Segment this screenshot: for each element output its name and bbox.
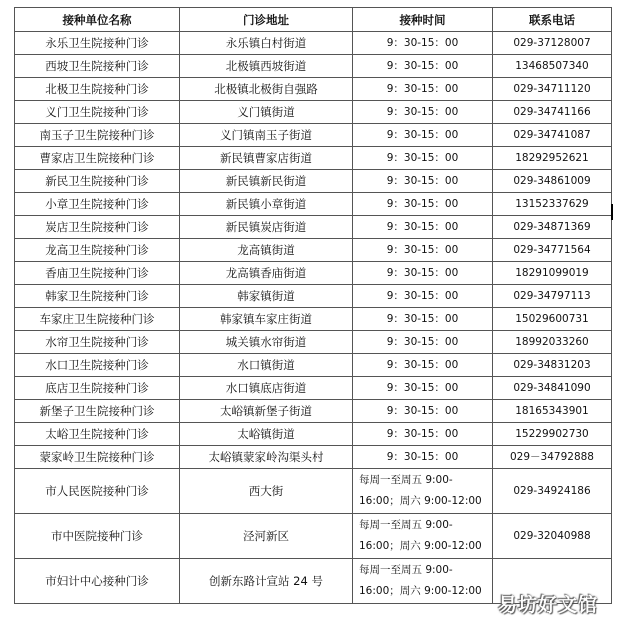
table-row	[15, 469, 612, 514]
address-cell: 龙高镇街道	[180, 239, 353, 262]
address-cell: 城关镇水帘街道	[180, 331, 353, 354]
clinic-name-cell: 市中医院接种门诊	[15, 514, 180, 559]
address-cell: 义门镇街道	[180, 101, 353, 124]
address-cell: 北极镇北极街自强路	[180, 78, 353, 101]
time-cell: 9：30-15：00	[353, 239, 493, 262]
time-cell: 9：30-15：00	[353, 400, 493, 423]
address-cell: 水口镇底店街道	[180, 377, 353, 400]
time-cell: 9：30-15：00	[353, 147, 493, 170]
address-cell: 创新东路计宣站 24 号	[180, 559, 353, 604]
phone-cell: 029-34771564	[493, 239, 612, 262]
address-cell: 太峪镇街道	[180, 423, 353, 446]
time-cell: 9：30-15：00	[353, 32, 493, 55]
table-row	[15, 400, 612, 423]
time-cell: 9：30-15：00	[353, 262, 493, 285]
phone-cell: 18292952621	[493, 147, 612, 170]
phone-cell: 029-34711120	[493, 78, 612, 101]
clinic-name-cell: 水口卫生院接种门诊	[15, 354, 180, 377]
phone-cell: 029-32040988	[493, 514, 612, 559]
time-cell: 9：30-15：00	[353, 78, 493, 101]
table-row	[15, 308, 612, 331]
clinic-name-cell: 义门卫生院接种门诊	[15, 101, 180, 124]
address-cell: 义门镇南玉子街道	[180, 124, 353, 147]
table-row	[15, 331, 612, 354]
time-cell: 9：30-15：00	[353, 55, 493, 78]
address-cell: 北极镇西坡街道	[180, 55, 353, 78]
phone-cell: 029-34841090	[493, 377, 612, 400]
clinic-name-cell: 西坡卫生院接种门诊	[15, 55, 180, 78]
phone-cell: 029-34861009	[493, 170, 612, 193]
clinic-name-cell: 底店卫生院接种门诊	[15, 377, 180, 400]
table-row	[15, 170, 612, 193]
time-cell: 9：30-15：00	[353, 285, 493, 308]
address-cell: 泾河新区	[180, 514, 353, 559]
clinic-name-cell: 小章卫生院接种门诊	[15, 193, 180, 216]
clinic-name-cell: 曹家店卫生院接种门诊	[15, 147, 180, 170]
time-cell: 9：30-15：00	[353, 377, 493, 400]
address-cell: 新民镇曹家店街道	[180, 147, 353, 170]
clinic-name-cell: 南玉子卫生院接种门诊	[15, 124, 180, 147]
clinic-name-cell: 市人民医院接种门诊	[15, 469, 180, 514]
table-row	[15, 239, 612, 262]
table-row	[15, 55, 612, 78]
header-address: 门诊地址	[180, 8, 353, 32]
clinic-name-cell: 车家庄卫生院接种门诊	[15, 308, 180, 331]
clinic-name-cell: 香庙卫生院接种门诊	[15, 262, 180, 285]
time-cell: 每周一至周五 9:00-16:00；周六 9:00-12:00	[353, 469, 493, 514]
address-cell: 新民镇炭店街道	[180, 216, 353, 239]
time-cell: 9：30-15：00	[353, 331, 493, 354]
address-cell: 韩家镇街道	[180, 285, 353, 308]
address-cell: 新民镇新民街道	[180, 170, 353, 193]
table-row	[15, 514, 612, 559]
clinic-name-cell: 新民卫生院接种门诊	[15, 170, 180, 193]
address-cell: 西大街	[180, 469, 353, 514]
phone-cell: 029-37128007	[493, 32, 612, 55]
phone-cell: 18291099019	[493, 262, 612, 285]
clinic-name-cell: 新堡子卫生院接种门诊	[15, 400, 180, 423]
clinic-name-cell: 永乐卫生院接种门诊	[15, 32, 180, 55]
time-cell: 9：30-15：00	[353, 308, 493, 331]
time-cell: 9：30-15：00	[353, 193, 493, 216]
time-cell: 9：30-15：00	[353, 423, 493, 446]
table-row	[15, 32, 612, 55]
clinic-name-cell: 蒙家岭卫生院接种门诊	[15, 446, 180, 469]
vaccination-clinic-table	[14, 7, 612, 604]
phone-cell: 029-34797113	[493, 285, 612, 308]
table-row	[15, 285, 612, 308]
phone-cell: 029-34831203	[493, 354, 612, 377]
table-header-row	[15, 8, 612, 32]
table-row	[15, 423, 612, 446]
phone-cell: 13468507340	[493, 55, 612, 78]
clinic-name-cell: 市妇计中心接种门诊	[15, 559, 180, 604]
phone-cell: 029-34741087	[493, 124, 612, 147]
time-cell: 每周一至周五 9:00-16:00；周六 9:00-12:00	[353, 559, 493, 604]
phone-cell: 029-34741166	[493, 101, 612, 124]
clinic-name-cell: 炭店卫生院接种门诊	[15, 216, 180, 239]
phone-cell: 15029600731	[493, 308, 612, 331]
clinic-name-cell: 北极卫生院接种门诊	[15, 78, 180, 101]
table-row	[15, 147, 612, 170]
header-time: 接种时间	[353, 8, 493, 32]
table-row	[15, 101, 612, 124]
time-cell: 9：30-15：00	[353, 124, 493, 147]
time-cell: 9：30-15：00	[353, 354, 493, 377]
header-clinic-name: 接种单位名称	[15, 8, 180, 32]
phone-cell: 18165343901	[493, 400, 612, 423]
table-row	[15, 78, 612, 101]
table-row	[15, 124, 612, 147]
time-cell: 9：30-15：00	[353, 101, 493, 124]
address-cell: 龙高镇香庙街道	[180, 262, 353, 285]
phone-cell: 029-34924186	[493, 469, 612, 514]
table-row	[15, 193, 612, 216]
header-phone: 联系电话	[493, 8, 612, 32]
clinic-name-cell: 龙高卫生院接种门诊	[15, 239, 180, 262]
address-cell: 新民镇小章街道	[180, 193, 353, 216]
watermark: 易坊好文馆	[497, 594, 598, 616]
phone-cell: 13152337629	[493, 193, 612, 216]
address-cell: 永乐镇白村街道	[180, 32, 353, 55]
address-cell: 太峪镇新堡子街道	[180, 400, 353, 423]
table-row	[15, 262, 612, 285]
clinic-name-cell: 韩家卫生院接种门诊	[15, 285, 180, 308]
text-cursor-mark	[611, 204, 613, 220]
table-row	[15, 377, 612, 400]
time-cell: 每周一至周五 9:00-16:00；周六 9:00-12:00	[353, 514, 493, 559]
time-cell: 9：30-15：00	[353, 216, 493, 239]
address-cell: 水口镇街道	[180, 354, 353, 377]
table-row	[15, 216, 612, 239]
clinic-name-cell: 水帘卫生院接种门诊	[15, 331, 180, 354]
time-cell: 9：30-15：00	[353, 446, 493, 469]
address-cell: 太峪镇蒙家岭沟渠头村	[180, 446, 353, 469]
clinic-name-cell: 太峪卫生院接种门诊	[15, 423, 180, 446]
address-cell: 韩家镇车家庄街道	[180, 308, 353, 331]
phone-cell: 029-34871369	[493, 216, 612, 239]
phone-cell: 15229902730	[493, 423, 612, 446]
table-row	[15, 446, 612, 469]
time-cell: 9：30-15：00	[353, 170, 493, 193]
table-row	[15, 354, 612, 377]
phone-cell: 029－34792888	[493, 446, 612, 469]
phone-cell: 18992033260	[493, 331, 612, 354]
